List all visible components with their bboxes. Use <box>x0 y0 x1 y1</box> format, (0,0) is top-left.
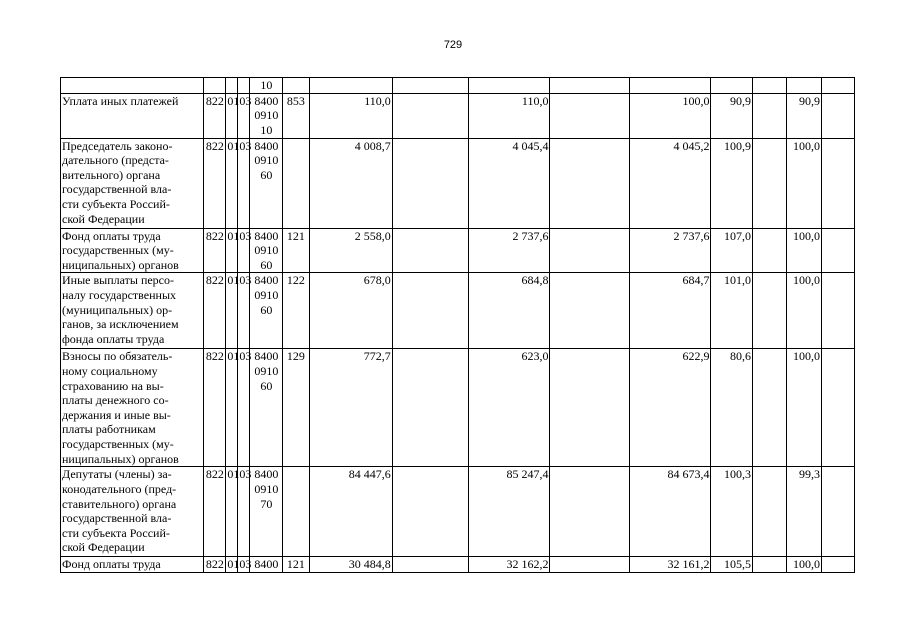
empty-cell <box>753 138 787 228</box>
item-name-cell <box>61 273 204 349</box>
percent-1-cell: 107,0 <box>711 228 753 273</box>
empty-cell <box>550 93 630 138</box>
percent-2-cell: 99,3 <box>786 467 821 557</box>
percent-1-cell: 80,6 <box>711 349 753 467</box>
ved-code-cell <box>204 78 226 94</box>
percent-2-cell: 100,0 <box>786 349 821 467</box>
table-row <box>61 273 855 349</box>
target-article-cell-line: 8400 <box>254 273 279 288</box>
item-name-cell-line: (муниципальных) ор- <box>62 302 173 317</box>
target-article-cell <box>250 93 283 138</box>
section-code-cell: 01 <box>226 228 238 273</box>
item-name-cell <box>61 228 204 273</box>
empty-cell <box>392 228 469 273</box>
expense-type-cell <box>283 467 309 557</box>
item-name-cell-line: конодательного (пред- <box>62 481 177 496</box>
empty-cell <box>822 78 855 94</box>
amount-1-cell: 110,0 <box>309 93 392 138</box>
target-article-cell <box>250 228 283 273</box>
target-article-cell-line: 0910 <box>254 363 279 378</box>
item-name-cell-line: дательного (предста- <box>62 153 169 168</box>
item-name-cell-line: Фонд оплаты труда <box>62 228 161 243</box>
empty-cell <box>822 138 855 228</box>
item-name-cell-line: Взносы по обязатель- <box>62 349 173 364</box>
ved-code-cell: 822 <box>204 273 226 349</box>
item-name-cell-line: сти субъекта Россий- <box>62 525 170 540</box>
target-article-cell-line: 10 <box>260 78 273 92</box>
section-code-cell: 01 <box>226 467 238 557</box>
amount-1-cell: 2 558,0 <box>309 228 392 273</box>
target-article-cell-line: 0910 <box>254 287 279 302</box>
ved-code-cell: 822 <box>204 467 226 557</box>
target-article-cell-line: 8400 <box>254 93 279 108</box>
target-article-cell-line: 8400 <box>254 467 279 482</box>
amount-1-cell <box>309 78 392 94</box>
expense-type-cell: 129 <box>283 349 309 467</box>
table-row <box>61 78 855 94</box>
amount-1-cell: 30 484,8 <box>309 557 392 573</box>
item-name-cell-line: страхованию на вы- <box>62 378 164 393</box>
item-name-cell-line: Председатель законо- <box>62 138 173 153</box>
amount-2-cell: 4 045,4 <box>469 138 550 228</box>
subsection-code-cell: 03 <box>238 93 250 138</box>
target-article-cell-line: 70 <box>260 496 273 511</box>
expense-type-cell: 121 <box>283 228 309 273</box>
ved-code-cell: 822 <box>204 349 226 467</box>
percent-2-cell: 100,0 <box>786 273 821 349</box>
budget-table <box>60 77 855 573</box>
item-name-cell-line: Уплата иных платежей <box>62 93 179 108</box>
target-article-cell-line: 60 <box>260 378 273 393</box>
page-number: 729 <box>443 39 463 51</box>
target-article-cell-line: 60 <box>260 302 273 317</box>
item-name-cell-line: ганов, за исключением <box>62 317 179 332</box>
target-article-cell-line: 0910 <box>254 108 279 123</box>
item-name-cell-line: государственной вла- <box>62 511 172 526</box>
empty-cell <box>392 78 469 94</box>
target-article-cell-line: 0910 <box>254 153 279 168</box>
section-code-cell: 01 <box>227 557 240 572</box>
amount-1-cell: 772,7 <box>309 349 392 467</box>
item-name-cell <box>61 138 204 228</box>
table-row <box>61 557 855 573</box>
empty-cell <box>753 557 787 573</box>
amount-3-cell: 84 673,4 <box>630 467 711 557</box>
percent-2-cell <box>786 78 821 94</box>
amount-1-cell: 84 447,6 <box>309 467 392 557</box>
table-row <box>61 467 855 557</box>
item-name-cell-line: платы денежного со- <box>62 393 169 408</box>
percent-1-cell: 105,5 <box>711 557 753 573</box>
empty-cell <box>550 273 630 349</box>
amount-2-cell: 110,0 <box>469 93 550 138</box>
empty-cell <box>392 467 469 557</box>
target-article-cell-line: 8400 <box>254 557 279 572</box>
amount-3-cell: 622,9 <box>630 349 711 467</box>
ved-code-cell: 822 <box>204 93 226 138</box>
amount-1-cell: 4 008,7 <box>309 138 392 228</box>
empty-cell <box>392 138 469 228</box>
percent-1-cell <box>711 78 753 94</box>
empty-cell <box>550 138 630 228</box>
subsection-code-cell: 03 <box>238 138 250 228</box>
empty-cell <box>392 557 469 573</box>
item-name-cell-line: держания и иные вы- <box>62 407 171 422</box>
item-name-cell-line: ниципальных) органов <box>62 451 179 466</box>
item-name-cell <box>61 93 204 138</box>
expense-type-cell <box>283 138 309 228</box>
section-code-cell: 01 <box>226 349 238 467</box>
item-name-cell-line: ской Федерации <box>62 211 145 226</box>
empty-cell <box>822 228 855 273</box>
expense-type-cell <box>283 78 309 94</box>
amount-2-cell: 623,0 <box>469 349 550 467</box>
item-name-cell-line: Иные выплаты персо- <box>62 273 175 288</box>
empty-cell <box>753 78 787 94</box>
empty-cell <box>822 349 855 467</box>
empty-cell <box>822 273 855 349</box>
item-name-cell <box>61 557 204 573</box>
target-article-cell-line: 8400 <box>254 138 279 153</box>
target-article-cell <box>250 557 283 573</box>
item-name-cell <box>61 467 204 557</box>
item-name-cell-line: вительного) органа <box>62 167 161 182</box>
ved-code-cell: 822 <box>204 228 226 273</box>
subsection-code-cell: 03 <box>238 228 250 273</box>
item-name-cell <box>61 349 204 467</box>
empty-cell <box>392 349 469 467</box>
amount-2-cell: 684,8 <box>469 273 550 349</box>
table-row <box>61 228 855 273</box>
target-article-cell <box>250 78 283 94</box>
target-article-cell-line: 0910 <box>254 243 279 258</box>
amount-3-cell: 684,7 <box>630 273 711 349</box>
subsection-code-cell: 03 <box>238 273 250 349</box>
table-body <box>61 78 855 573</box>
empty-cell <box>392 273 469 349</box>
subsection-code-cell: 03 <box>238 349 250 467</box>
expense-type-cell: 122 <box>283 273 309 349</box>
percent-1-cell: 101,0 <box>711 273 753 349</box>
empty-cell <box>392 93 469 138</box>
item-name-cell-line: ставительного) органа <box>62 496 177 511</box>
expense-type-cell: 121 <box>283 557 309 573</box>
percent-1-cell: 100,3 <box>711 467 753 557</box>
percent-2-cell: 100,0 <box>786 138 821 228</box>
amount-3-cell: 32 161,2 <box>630 557 711 573</box>
item-name-cell-line: сти субъекта Россий- <box>62 196 170 211</box>
table-row <box>61 93 855 138</box>
section-code-cell: 01 <box>226 138 238 228</box>
empty-cell <box>550 467 630 557</box>
expense-type-cell: 853 <box>283 93 309 138</box>
item-name-cell-line: налу государственных <box>62 287 177 302</box>
ved-code-cell: 822 <box>205 557 224 572</box>
section-code-cell: 01 <box>226 273 238 349</box>
subsection-code-cell <box>238 78 250 94</box>
target-article-cell-line: 0910 <box>254 481 279 496</box>
empty-cell <box>550 78 630 94</box>
empty-cell <box>753 349 787 467</box>
amount-3-cell <box>630 78 711 94</box>
percent-1-cell: 100,9 <box>711 138 753 228</box>
item-name-cell-line: государственных (му- <box>62 243 174 258</box>
percent-2-cell: 90,9 <box>786 93 821 138</box>
amount-2-cell: 85 247,4 <box>469 467 550 557</box>
item-name-cell <box>61 78 204 94</box>
target-article-cell-line: 8400 <box>254 228 279 243</box>
section-code-cell: 01 <box>226 93 238 138</box>
empty-cell <box>753 273 787 349</box>
item-name-cell-line: фонда оплаты труда <box>62 331 165 346</box>
target-article-cell-line: 60 <box>260 257 273 272</box>
amount-1-cell: 678,0 <box>309 273 392 349</box>
item-name-cell-line: ниципальных) органов <box>62 257 179 272</box>
empty-cell <box>550 557 630 573</box>
subsection-code-cell: 03 <box>238 467 250 557</box>
empty-cell <box>550 349 630 467</box>
target-article-cell <box>250 349 283 467</box>
item-name-cell-line: государственных (му- <box>62 436 174 451</box>
item-name-cell-line: Фонд оплаты труда <box>62 557 161 572</box>
target-article-cell <box>250 138 283 228</box>
empty-cell <box>753 467 787 557</box>
empty-cell <box>753 228 787 273</box>
empty-cell <box>822 467 855 557</box>
amount-2-cell: 32 162,2 <box>469 557 550 573</box>
amount-3-cell: 2 737,6 <box>630 228 711 273</box>
amount-2-cell: 2 737,6 <box>469 228 550 273</box>
item-name-cell-line: платы работникам <box>62 422 156 437</box>
amount-3-cell: 4 045,2 <box>630 138 711 228</box>
table-row <box>61 349 855 467</box>
table-row <box>61 138 855 228</box>
target-article-cell-line: 10 <box>260 122 273 137</box>
target-article-cell <box>250 273 283 349</box>
item-name-cell-line: ской Федерации <box>62 540 145 555</box>
empty-cell <box>550 228 630 273</box>
amount-3-cell: 100,0 <box>630 93 711 138</box>
target-article-cell-line: 8400 <box>254 349 279 364</box>
item-name-cell-line: Депутаты (члены) за- <box>62 467 172 482</box>
percent-1-cell: 90,9 <box>711 93 753 138</box>
item-name-cell-line: государственной вла- <box>62 182 172 197</box>
target-article-cell <box>250 467 283 557</box>
percent-2-cell: 100,0 <box>786 557 821 573</box>
ved-code-cell: 822 <box>204 138 226 228</box>
item-name-cell-line: ному социальному <box>62 363 158 378</box>
section-code-cell <box>226 78 238 94</box>
empty-cell <box>822 557 855 573</box>
empty-cell <box>753 93 787 138</box>
target-article-cell-line: 60 <box>260 167 273 182</box>
subsection-code-cell: 03 <box>239 557 252 572</box>
percent-2-cell: 100,0 <box>786 228 821 273</box>
empty-cell <box>822 93 855 138</box>
amount-2-cell <box>469 78 550 94</box>
